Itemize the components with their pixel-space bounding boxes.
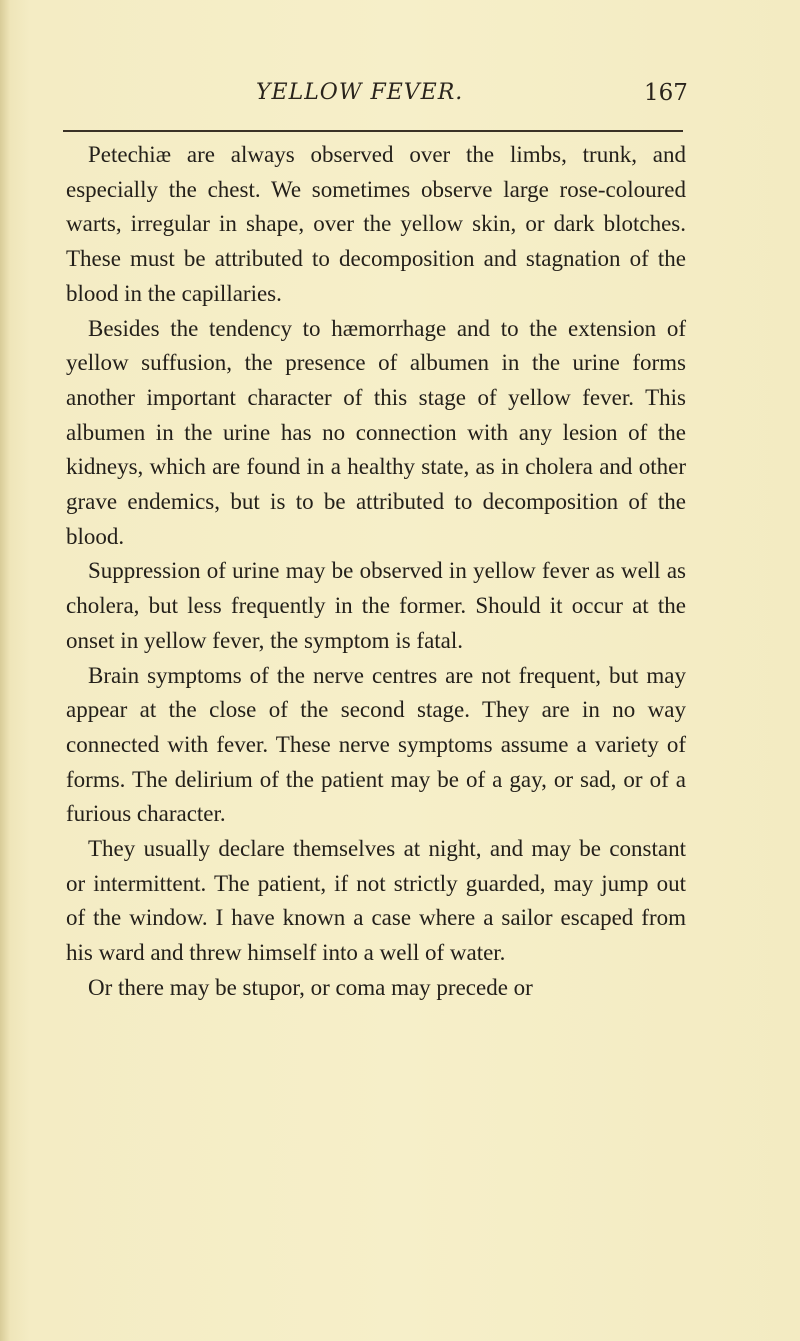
paragraph-suppression: Suppression of urine may be observed in yellow fever as well as cholera, but less frequently in the former. Should it occur at the onset in yellow fever, the symptom is fatal. bbox=[66, 558, 686, 653]
header-rule bbox=[63, 130, 683, 132]
paragraph-petechiae: Petechiæ are always observed over the limbs, trunk, and especially the chest. We sometimes observe large rose-coloured warts, irregular in shape, over the yellow skin, or dark blotches. These must be attributed to decomposition and stagnation of the blood in the capillaries. bbox=[66, 142, 686, 306]
paragraph-night-symptoms: They usually declare themselves at night, and may be constant or intermittent. The patient, if not strictly guarded, may jump out of the window. I have known a case where a sailor escaped from his ward and threw himself into a well of water. bbox=[66, 836, 686, 966]
page-number: 167 bbox=[644, 80, 688, 106]
body-text bbox=[66, 138, 686, 1006]
page-header bbox=[66, 76, 686, 116]
paragraph-albumen: Besides the tendency to hæmorrhage and to the extension of yellow suffusion, the presence of albumen in the urine forms another important character of this stage of yellow fever. This albumen in the urine has no connection with any lesion of the kidneys, which are found in a healthy state, as in cholera and other grave endemics, but is to be attributed to decomposition of the blood. bbox=[66, 315, 686, 549]
paragraph-brain-symptoms: Brain symptoms of the nerve centres are not frequent, but may appear at the close of the second stage. They are in no way connected with fever. These nerve symptoms assume a variety of forms. The delirium of the patient may be of a gay, or sad, or of a furious character. bbox=[66, 662, 686, 827]
paragraph-stupor: Or there may be stupor, or coma may precede or bbox=[88, 974, 533, 1000]
page-edge bbox=[0, 0, 10, 1341]
running-title: YELLOW FEVER. bbox=[256, 80, 464, 105]
